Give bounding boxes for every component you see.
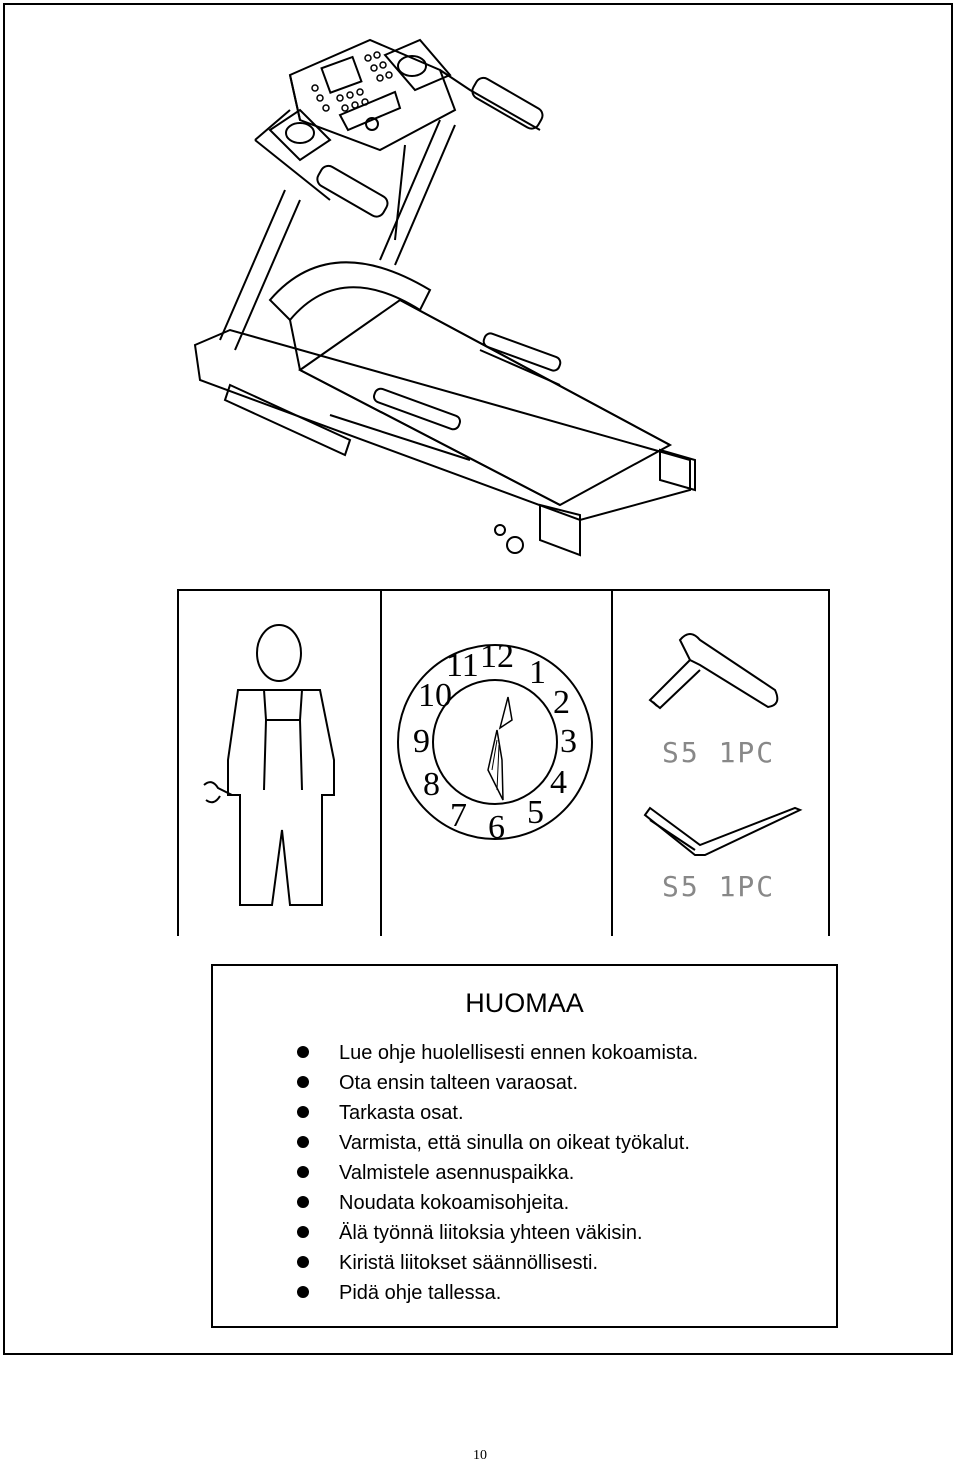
list-item-text: Valmistele asennuspaikka.: [339, 1162, 575, 1184]
list-item: [297, 1068, 698, 1098]
notice-list: [297, 1038, 698, 1308]
bullet-icon: [297, 1256, 309, 1268]
clock-number: 7: [450, 797, 467, 834]
bullet-icon: [297, 1196, 309, 1208]
clock-number: 10: [418, 677, 452, 714]
t-handle-key-label: S5 1PC: [662, 736, 776, 769]
list-item-text: Ota ensin talteen varaosat.: [339, 1072, 579, 1094]
list-item-text: Tarkasta osat.: [339, 1102, 464, 1124]
clock-number: 2: [553, 684, 570, 721]
list-item: [297, 1158, 698, 1188]
bullet-icon: [297, 1286, 309, 1298]
clock-number: 8: [423, 766, 440, 803]
list-item-text: Kiristä liitokset säännöllisesti.: [339, 1252, 598, 1274]
bullet-icon: [297, 1136, 309, 1148]
list-item: [297, 1248, 698, 1278]
bullet-icon: [297, 1166, 309, 1178]
clock-number: 9: [413, 723, 430, 760]
list-item-text: Lue ohje huolellisesti ennen kokoamista.: [339, 1042, 699, 1064]
list-item-text: Noudata kokoamisohjeita.: [339, 1192, 570, 1214]
notice-box: [211, 964, 838, 1328]
list-item: [297, 1278, 698, 1308]
list-item: [297, 1218, 698, 1248]
list-item: [297, 1098, 698, 1128]
bullet-icon: [297, 1046, 309, 1058]
bullet-icon: [297, 1106, 309, 1118]
bullet-icon: [297, 1226, 309, 1238]
list-item: [297, 1128, 698, 1158]
clock-number: 4: [550, 764, 567, 801]
page-number: 10: [473, 1448, 487, 1463]
notice-title: HUOMAA: [465, 988, 584, 1018]
list-item-text: Pidä ohje tallessa.: [339, 1282, 502, 1304]
clock-number: 11: [446, 647, 479, 684]
list-item: [297, 1188, 698, 1218]
bullet-icon: [297, 1076, 309, 1088]
list-item: [297, 1038, 698, 1068]
allen-key-label: S5 1PC: [662, 870, 776, 903]
clock-number: 3: [560, 723, 577, 760]
list-item-text: Älä työnnä liitoksia yhteen väkisin.: [339, 1222, 643, 1244]
clock-number: 6: [488, 809, 505, 846]
clock-number: 1: [529, 654, 546, 691]
clock-number: 12: [480, 638, 514, 675]
list-item-text: Varmista, että sinulla on oikeat työkalut.: [339, 1132, 690, 1154]
clock-number: 5: [527, 794, 544, 831]
